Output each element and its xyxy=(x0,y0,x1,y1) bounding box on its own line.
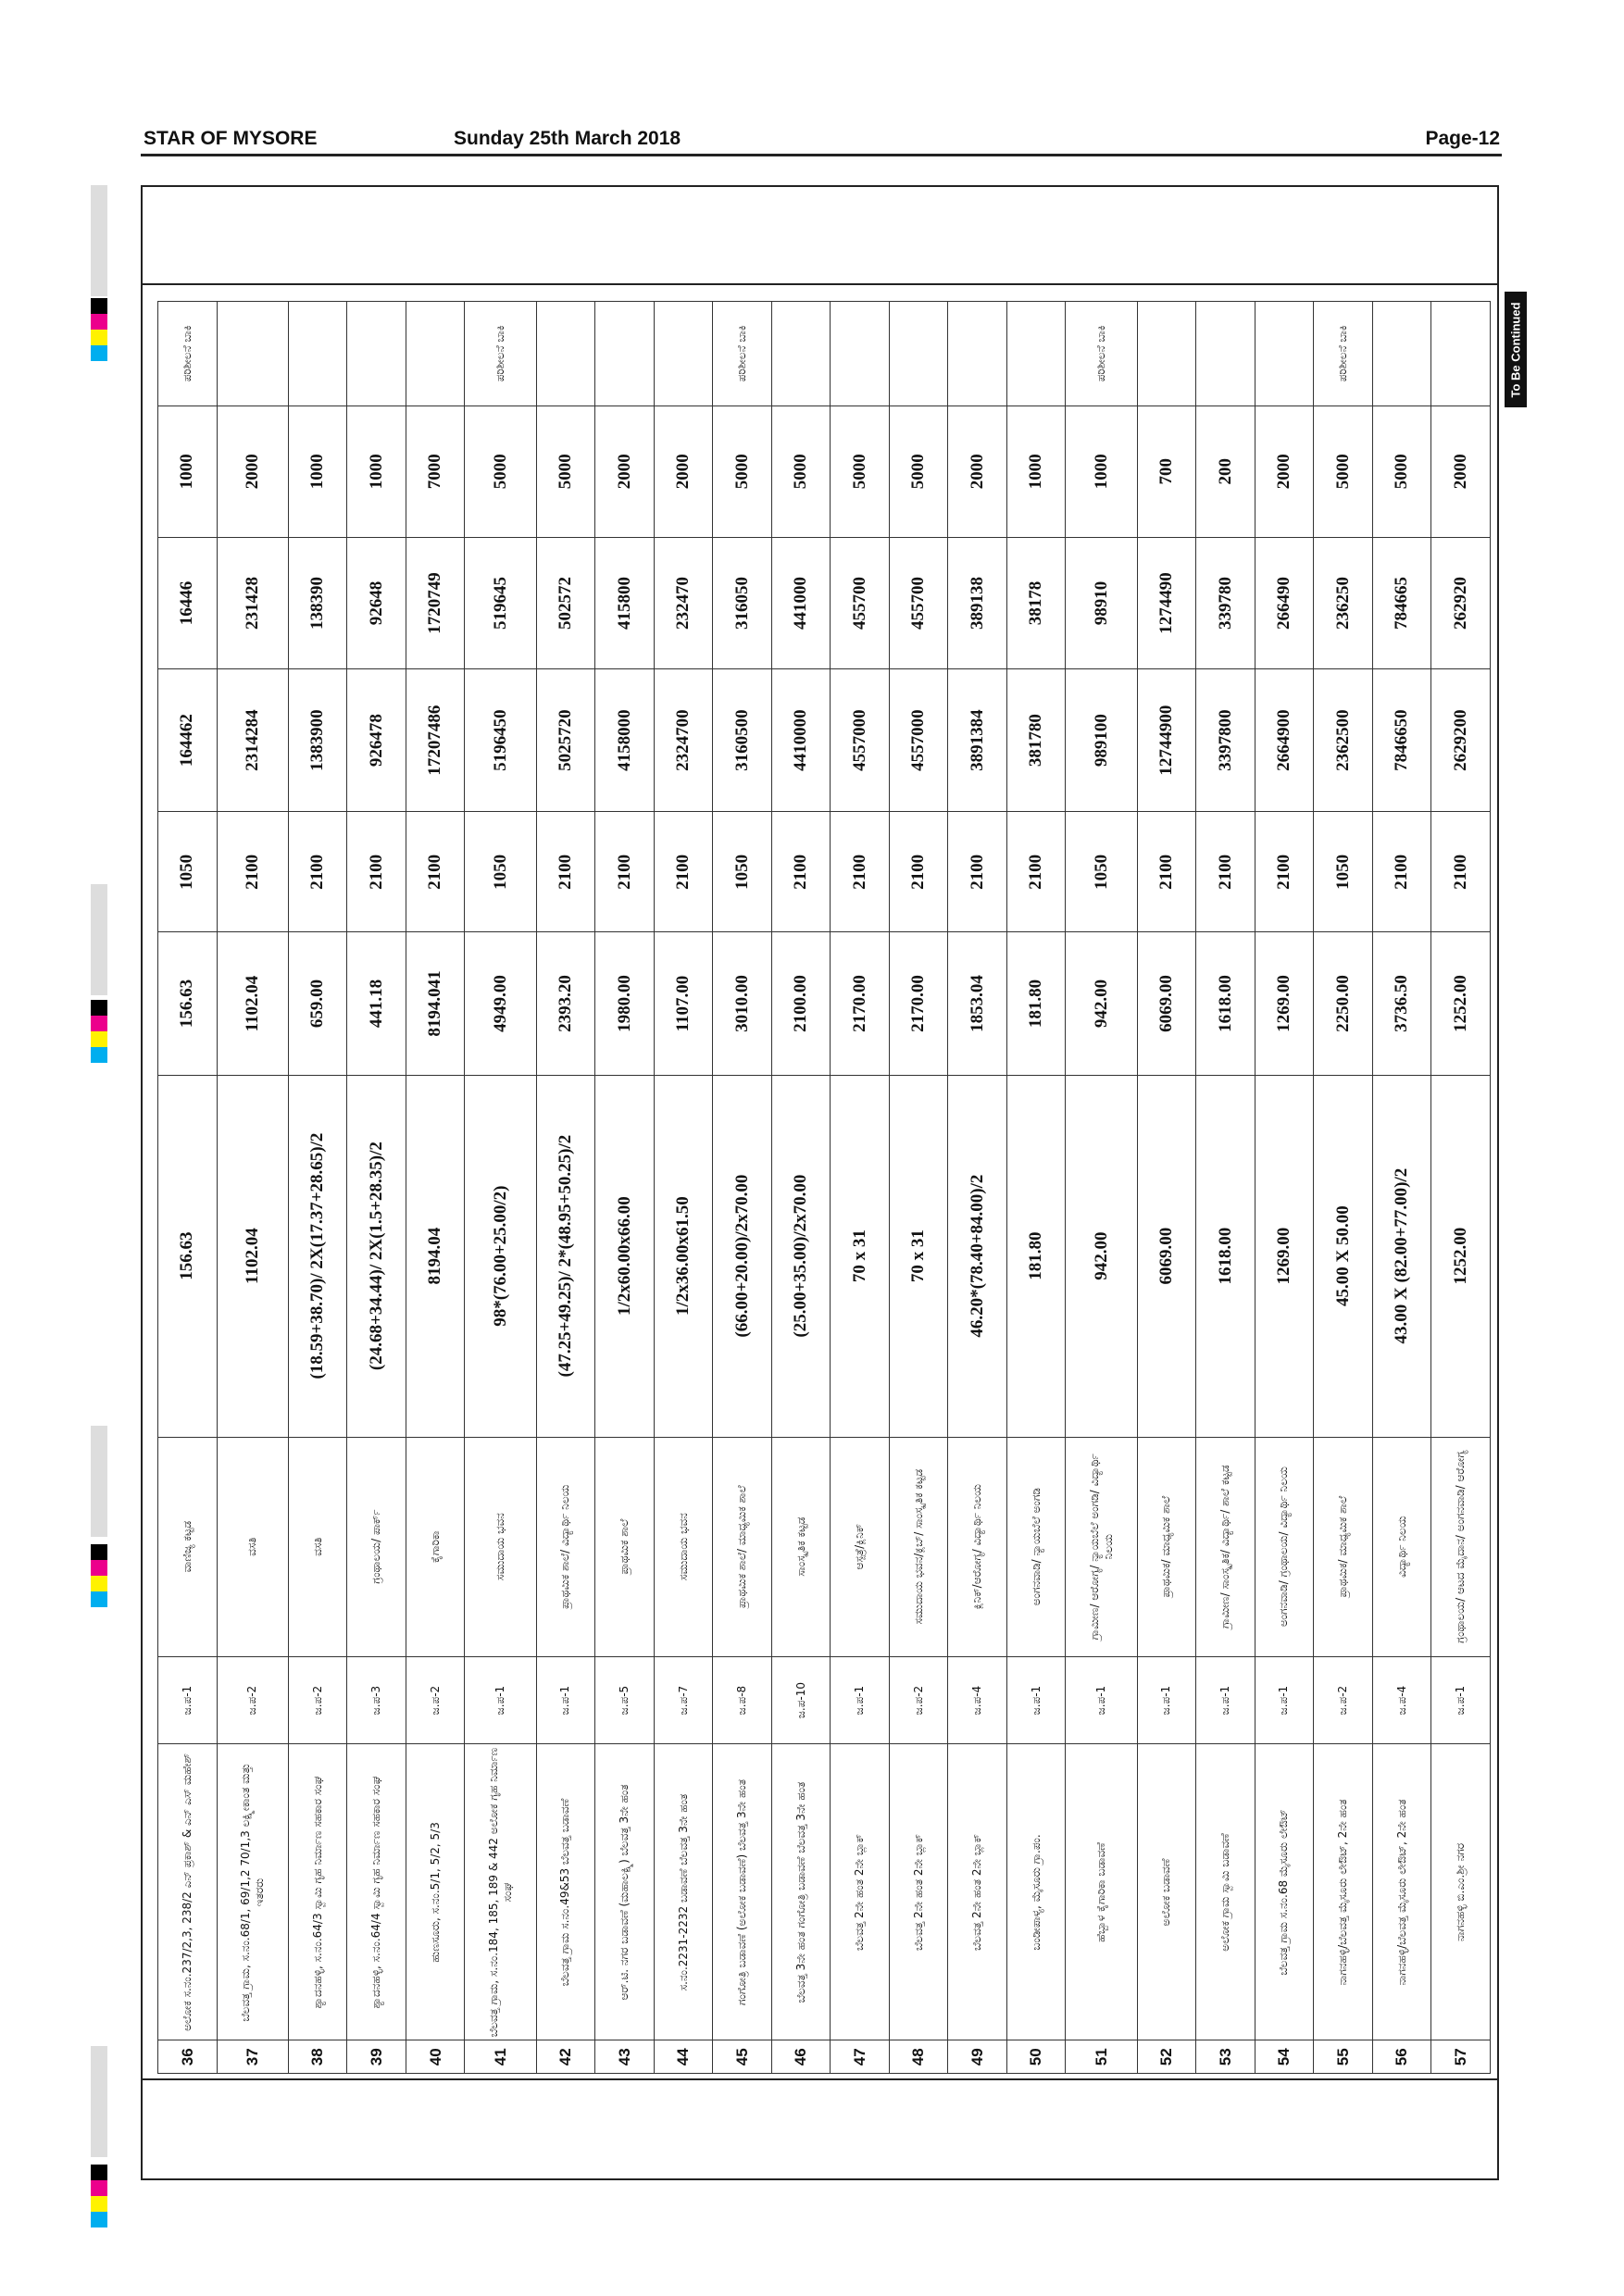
amount-cell: 2314284 xyxy=(217,669,288,812)
registration-marks xyxy=(91,1000,107,1063)
fee-cell: 455700 xyxy=(831,537,890,668)
serial-number-cell: 42 xyxy=(536,2040,595,2074)
dimension-cell: 70 x 31 xyxy=(889,1075,948,1437)
purpose-cell: ಸಮುದಾಯ ಭವನ xyxy=(654,1437,713,1656)
registration-marks xyxy=(91,2165,107,2227)
rate-cell: 2100 xyxy=(288,812,347,932)
fee-cell: 784665 xyxy=(1372,537,1431,668)
rate-cell: 2100 xyxy=(1137,812,1196,932)
area-cell: 4949.00 xyxy=(465,932,536,1075)
amount-cell: 12744900 xyxy=(1137,669,1196,812)
masthead xyxy=(144,128,1500,154)
purpose-cell: ವಸತಿ xyxy=(217,1437,288,1656)
serial-number-cell: 36 xyxy=(158,2040,218,2074)
serial-number-cell: 40 xyxy=(406,2040,465,2074)
dimension-cell: (24.68+34.44)/ 2X(1.5+28.35)/2 xyxy=(347,1075,406,1437)
fee-cell: 232470 xyxy=(654,537,713,668)
location-cell: ನಾಗನಹಳ್ಳಿ/ಬೆಲವತ್ತ ಮೈಸೂರು ಲೇಔಟ್, 2ನೇ ಹಂತ xyxy=(1372,1744,1431,2040)
purpose-cell: ಆಸ್ಪತ್ರೆ/ಕ್ಲಿನಿಕ್ xyxy=(831,1437,890,1656)
fee-cell: 1720749 xyxy=(406,537,465,668)
fee-cell: 1274490 xyxy=(1137,537,1196,668)
plot-type-cell: ಜ.ಪ-1 xyxy=(1066,1656,1137,1744)
rate-cell: 2100 xyxy=(595,812,655,932)
remark-cell xyxy=(406,302,465,406)
purpose-cell: ಸಮುದಾಯ ಭವನ xyxy=(465,1437,536,1656)
area-cell: 3736.50 xyxy=(1372,932,1431,1075)
remark-cell: ಪರಿಶೀಲನೆ ಬಾಕಿ xyxy=(158,302,218,406)
fee-cell: 441000 xyxy=(771,537,831,668)
dimension-cell: (25.00+35.00)/2x70.00 xyxy=(771,1075,831,1437)
deposit-cell: 7000 xyxy=(406,406,465,537)
rate-cell: 2100 xyxy=(536,812,595,932)
area-cell: 1980.00 xyxy=(595,932,655,1075)
dimension-cell: 70 x 31 xyxy=(831,1075,890,1437)
remark-cell xyxy=(536,302,595,406)
fee-cell: 389138 xyxy=(948,537,1007,668)
amount-cell: 2324700 xyxy=(654,669,713,812)
serial-number-cell: 43 xyxy=(595,2040,655,2074)
serial-number-cell: 47 xyxy=(831,2040,890,2074)
fee-cell: 92648 xyxy=(347,537,406,668)
remark-cell xyxy=(288,302,347,406)
plot-type-cell: ಜ.ಪ-2 xyxy=(217,1656,288,1744)
deposit-cell: 5000 xyxy=(1372,406,1431,537)
fee-cell: 415800 xyxy=(595,537,655,668)
rate-cell: 1050 xyxy=(1066,812,1137,932)
table-row xyxy=(1431,302,1491,2074)
remark-cell: ಪರಿಶೀಲನೆ ಬಾಕಿ xyxy=(1066,302,1137,406)
area-cell: 441.18 xyxy=(347,932,406,1075)
amount-cell: 164462 xyxy=(158,669,218,812)
plot-type-cell: ಜ.ಪ-1 xyxy=(465,1656,536,1744)
fee-cell: 339780 xyxy=(1196,537,1255,668)
dimension-cell: 1102.04 xyxy=(217,1075,288,1437)
serial-number-cell: 56 xyxy=(1372,2040,1431,2074)
fee-cell: 236250 xyxy=(1314,537,1373,668)
remark-cell xyxy=(1137,302,1196,406)
purpose-cell: ವಿದ್ಯಾರ್ಥಿ ನಿಲಯ xyxy=(1372,1437,1431,1656)
rate-cell: 1050 xyxy=(158,812,218,932)
dimension-cell: 45.00 X 50.00 xyxy=(1314,1075,1373,1437)
amount-cell: 7846650 xyxy=(1372,669,1431,812)
dimension-cell: (47.25+49.25)/ 2*(48.95+50.25)/2 xyxy=(536,1075,595,1437)
to-be-continued-label: To Be Continued xyxy=(1508,301,1523,398)
plot-type-cell: ಜ.ಪ-1 xyxy=(1255,1656,1314,1744)
paper-name: STAR OF MYSORE xyxy=(144,128,318,149)
amount-cell: 4557000 xyxy=(831,669,890,812)
amount-cell: 17207486 xyxy=(406,669,465,812)
area-cell: 156.63 xyxy=(158,932,218,1075)
deposit-cell: 2000 xyxy=(1431,406,1491,537)
rate-cell: 2100 xyxy=(1372,812,1431,932)
serial-number-cell: 37 xyxy=(217,2040,288,2074)
deposit-cell: 1000 xyxy=(1006,406,1066,537)
registration-marks xyxy=(91,298,107,361)
area-cell: 1107.00 xyxy=(654,932,713,1075)
area-cell: 1102.04 xyxy=(217,932,288,1075)
rate-cell: 2100 xyxy=(406,812,465,932)
table-row xyxy=(1372,302,1431,2074)
remark-cell xyxy=(948,302,1007,406)
table-row xyxy=(771,302,831,2074)
location-cell: ಬೆಲವತ್ತ 2ನೇ ಹಂತ 2ನೇ ಬ್ಲಾಕ್ xyxy=(889,1744,948,2040)
gray-bar xyxy=(91,2046,107,2157)
rate-cell: 2100 xyxy=(831,812,890,932)
location-cell: ಬೆಲವತ್ತ ಗ್ರಾಮ, ಸ.ನಂ.184, 185, 189 & 442 ಅಲೋಕ ಗೃಹ ನಿರ್ಮಾಣ ಸಂಘ xyxy=(465,1744,536,2040)
dimension-cell: 43.00 X (82.00+77.00)/2 xyxy=(1372,1075,1431,1437)
rate-cell: 2100 xyxy=(889,812,948,932)
dimension-cell: 942.00 xyxy=(1066,1075,1137,1437)
area-cell: 942.00 xyxy=(1066,932,1137,1075)
rate-cell: 2100 xyxy=(217,812,288,932)
dimension-cell: 156.63 xyxy=(158,1075,218,1437)
remark-cell: ಪರಿಶೀಲನೆ ಬಾಕಿ xyxy=(465,302,536,406)
table-row xyxy=(889,302,948,2074)
serial-number-cell: 49 xyxy=(948,2040,1007,2074)
amount-cell: 2362500 xyxy=(1314,669,1373,812)
deposit-cell: 5000 xyxy=(889,406,948,537)
purpose-cell: ಅಂಗನವಾಡಿ/ ನ್ಯಾಯಬೆಲೆ ಅಂಗಡಿ xyxy=(1006,1437,1066,1656)
serial-number-cell: 45 xyxy=(713,2040,772,2074)
registration-marks xyxy=(91,1544,107,1607)
area-cell: 2250.00 xyxy=(1314,932,1373,1075)
dimension-cell: 1/2x60.00x66.00 xyxy=(595,1075,655,1437)
table-row xyxy=(1066,302,1137,2074)
serial-number-cell: 50 xyxy=(1006,2040,1066,2074)
area-cell: 8194.041 xyxy=(406,932,465,1075)
table-row xyxy=(158,302,218,2074)
fee-cell: 455700 xyxy=(889,537,948,668)
deposit-cell: 2000 xyxy=(1255,406,1314,537)
location-cell: ಬೆಲವತ್ತ 2ನೇ ಹಂತ 2ನೇ ಬ್ಲಾಕ್ xyxy=(831,1744,890,2040)
deposit-cell: 200 xyxy=(1196,406,1255,537)
location-cell: ಅಲೋಕ ಸ.ನಂ.237/2,3, 238/2 ಎನ್ ಪ್ರಕಾಶ್ & ಎನ್ ಎಸ್ ಮಹೇಶ್ xyxy=(158,1744,218,2040)
location-cell: ಶ್ಯಾದನಹಳ್ಳಿ, ಸ.ನಂ.64/3 ಸ್ವಾಮಿ ಗೃಹ ನಿರ್ಮಾಣ ಸಹಕಾರ ಸಂಘ xyxy=(288,1744,347,2040)
deposit-cell: 1000 xyxy=(158,406,218,537)
table-row xyxy=(713,302,772,2074)
remark-cell xyxy=(771,302,831,406)
table-row xyxy=(465,302,536,2074)
plot-type-cell: ಜ.ಪ-1 xyxy=(1006,1656,1066,1744)
area-cell: 659.00 xyxy=(288,932,347,1075)
purpose-cell: ಪ್ರಾಥಮಿಕ ಶಾಲೆ/ ಮಾಧ್ಯಮಿಕ ಶಾಲೆ xyxy=(713,1437,772,1656)
remark-cell xyxy=(889,302,948,406)
dimension-cell: 46.20*(78.40+84.00)/2 xyxy=(948,1075,1007,1437)
table-row xyxy=(654,302,713,2074)
dimension-cell: (66.00+20.00)/2x70.00 xyxy=(713,1075,772,1437)
notice-table xyxy=(157,301,1491,2074)
deposit-cell: 5000 xyxy=(713,406,772,537)
serial-number-cell: 46 xyxy=(771,2040,831,2074)
rate-cell: 1050 xyxy=(713,812,772,932)
remark-cell xyxy=(654,302,713,406)
deposit-cell: 1000 xyxy=(1066,406,1137,537)
table-row xyxy=(595,302,655,2074)
serial-number-cell: 52 xyxy=(1137,2040,1196,2074)
area-cell: 1853.04 xyxy=(948,932,1007,1075)
remark-cell xyxy=(347,302,406,406)
dimension-cell: 1618.00 xyxy=(1196,1075,1255,1437)
rate-cell: 2100 xyxy=(347,812,406,932)
remark-cell: ಪರಿಶೀಲನೆ ಬಾಕಿ xyxy=(713,302,772,406)
bottom-ad-box xyxy=(141,2078,1499,2180)
rate-cell: 1050 xyxy=(465,812,536,932)
remark-cell xyxy=(595,302,655,406)
dimension-cell: 6069.00 xyxy=(1137,1075,1196,1437)
plot-type-cell: ಜ.ಪ-4 xyxy=(948,1656,1007,1744)
table-row xyxy=(1006,302,1066,2074)
plot-type-cell: ಜ.ಪ-2 xyxy=(1314,1656,1373,1744)
deposit-cell: 5000 xyxy=(465,406,536,537)
rate-cell: 2100 xyxy=(1255,812,1314,932)
table-row xyxy=(948,302,1007,2074)
plot-type-cell: ಜ.ಪ-10 xyxy=(771,1656,831,1744)
notice-table-wrapper xyxy=(157,301,1491,2074)
table-row xyxy=(288,302,347,2074)
amount-cell: 4410000 xyxy=(771,669,831,812)
location-cell: ಸ.ನಂ.2231-2232 ಬಡಾವಣೆ ಬೆಲವತ್ತ 3ನೇ ಹಂತ xyxy=(654,1744,713,2040)
purpose-cell: ಗ್ರಾಮೀಣ/ ಸಾಂಸ್ಕೃತಿಕ/ ವಿದ್ಯಾರ್ಥಿ/ ಶಾಲೆ ಕಟ್ಟಡ xyxy=(1196,1437,1255,1656)
amount-cell: 2629200 xyxy=(1431,669,1491,812)
remark-cell xyxy=(1431,302,1491,406)
gray-bar xyxy=(91,185,107,296)
table-row xyxy=(1196,302,1255,2074)
location-cell: ಹೆಬ್ಬಾಳ ಕೈಗಾರಿಕಾ ಬಡಾವಣೆ xyxy=(1066,1744,1137,2040)
purpose-cell: ಸಮುದಾಯ ಭವನ/ಕ್ಲಬ್/ ಸಾಂಸ್ಕೃತಿಕ ಕಟ್ಟಡ xyxy=(889,1437,948,1656)
fee-cell: 98910 xyxy=(1066,537,1137,668)
table-row xyxy=(217,302,288,2074)
area-cell: 2170.00 xyxy=(889,932,948,1075)
plot-type-cell: ಜ.ಪ-1 xyxy=(1137,1656,1196,1744)
fee-cell: 519645 xyxy=(465,537,536,668)
deposit-cell: 1000 xyxy=(347,406,406,537)
plot-type-cell: ಜ.ಪ-2 xyxy=(288,1656,347,1744)
dimension-cell: (18.59+38.70)/ 2X(17.37+28.65)/2 xyxy=(288,1075,347,1437)
page-number: Page-12 xyxy=(1425,128,1500,149)
table-row xyxy=(1255,302,1314,2074)
serial-number-cell: 57 xyxy=(1431,2040,1491,2074)
plot-type-cell: ಜ.ಪ-7 xyxy=(654,1656,713,1744)
serial-number-cell: 44 xyxy=(654,2040,713,2074)
location-cell: ಬೆಲವತ್ತ ಗ್ರಾಮ ಸ.ನಂ.68 ಮೈಸೂರು ಲೇಔಟ್ xyxy=(1255,1744,1314,2040)
purpose-cell: ಪ್ರಾಥಮಿಕ ಶಾಲೆ xyxy=(595,1437,655,1656)
deposit-cell: 2000 xyxy=(217,406,288,537)
deposit-cell: 2000 xyxy=(948,406,1007,537)
amount-cell: 381780 xyxy=(1006,669,1066,812)
deposit-cell: 5000 xyxy=(831,406,890,537)
deposit-cell: 5000 xyxy=(771,406,831,537)
amount-cell: 926478 xyxy=(347,669,406,812)
fee-cell: 138390 xyxy=(288,537,347,668)
rate-cell: 1050 xyxy=(1314,812,1373,932)
remark-cell: ಪರಿಶೀಲನೆ ಬಾಕಿ xyxy=(1314,302,1373,406)
location-cell: ಶ್ಯಾದನಹಳ್ಳಿ, ಸ.ನಂ.64/4 ಸ್ವಾಮಿ ಗೃಹ ನಿರ್ಮಾಣ ಸಹಕಾರ ಸಂಘ xyxy=(347,1744,406,2040)
plot-type-cell: ಜ.ಪ-8 xyxy=(713,1656,772,1744)
location-cell: ನಾಗನಹಳ್ಳಿ/ಬೆಲವತ್ತ ಮೈಸೂರು ಲೇಔಟ್, 2ನೇ ಹಂತ xyxy=(1314,1744,1373,2040)
plot-type-cell: ಜ.ಪ-1 xyxy=(1431,1656,1491,1744)
purpose-cell: ಪ್ರಾಥಮಿಕ/ ಮಾಧ್ಯಮಿಕ ಶಾಲೆ xyxy=(1314,1437,1373,1656)
purpose-cell: ಗ್ರಂಥಾಲಯ/ ಆಟದ ಮೈದಾನ/ ಅಂಗನವಾಡಿ/ ಆರೋಗ್ಯ xyxy=(1431,1437,1491,1656)
location-cell: ಹುಣಸೂರು, ಸ.ನಂ.5/1, 5/2, 5/3 xyxy=(406,1744,465,2040)
fee-cell: 16446 xyxy=(158,537,218,668)
amount-cell: 1383900 xyxy=(288,669,347,812)
area-cell: 2393.20 xyxy=(536,932,595,1075)
serial-number-cell: 54 xyxy=(1255,2040,1314,2074)
fee-cell: 316050 xyxy=(713,537,772,668)
dimension-cell: 8194.04 xyxy=(406,1075,465,1437)
plot-type-cell: ಜ.ಪ-1 xyxy=(831,1656,890,1744)
area-cell: 2100.00 xyxy=(771,932,831,1075)
serial-number-cell: 38 xyxy=(288,2040,347,2074)
deposit-cell: 2000 xyxy=(654,406,713,537)
table-row xyxy=(347,302,406,2074)
notice-table-body xyxy=(158,302,1491,2074)
location-cell: ಅಲೋಕ ಬಡಾವಣೆ xyxy=(1137,1744,1196,2040)
plot-type-cell: ಜ.ಪ-1 xyxy=(1196,1656,1255,1744)
table-row xyxy=(1137,302,1196,2074)
purpose-cell: ಪ್ರಾಥಮಿಕ ಶಾಲೆ/ ವಿದ್ಯಾರ್ಥಿ ನಿಲಯ xyxy=(536,1437,595,1656)
location-cell: ಆರ್.ಟಿ. ನಗರ ಬಡಾವಣೆ (ಮಹಾಲಕ್ಷ್ಮಿ) ಬೆಲವತ್ತ 3ನೇ ಹಂತ xyxy=(595,1744,655,2040)
serial-number-cell: 55 xyxy=(1314,2040,1373,2074)
plot-type-cell: ಜ.ಪ-4 xyxy=(1372,1656,1431,1744)
serial-number-cell: 41 xyxy=(465,2040,536,2074)
fee-cell: 38178 xyxy=(1006,537,1066,668)
purpose-cell: ಗ್ರಾಮೀಣ/ ಆರೋಗ್ಯ/ ನ್ಯಾಯಬೆಲೆ ಅಂಗಡಿ/ ವಿದ್ಯಾರ್ಥಿ ನಿಲಯ xyxy=(1066,1437,1137,1656)
location-cell: ಬೆಲವತ್ತ ಗ್ರಾಮ, ಸ.ನಂ.68/1, 69/1,2 70/1,3 ಲಕ್ಷ್ಮೀಕಾಂತ ಮತ್ತು ಇತರರು xyxy=(217,1744,288,2040)
dimension-cell: 1/2x36.00x61.50 xyxy=(654,1075,713,1437)
rate-cell: 2100 xyxy=(1431,812,1491,932)
amount-cell: 989100 xyxy=(1066,669,1137,812)
plot-type-cell: ಜ.ಪ-2 xyxy=(889,1656,948,1744)
dimension-cell: 1269.00 xyxy=(1255,1075,1314,1437)
plot-type-cell: ಜ.ಪ-1 xyxy=(158,1656,218,1744)
purpose-cell: ಅಂಗನವಾಡಿ/ ಗ್ರಂಥಾಲಯ/ ವಿದ್ಯಾರ್ಥಿ ನಿಲಯ xyxy=(1255,1437,1314,1656)
fee-cell: 502572 xyxy=(536,537,595,668)
table-row xyxy=(831,302,890,2074)
amount-cell: 2664900 xyxy=(1255,669,1314,812)
deposit-cell: 1000 xyxy=(288,406,347,537)
location-cell: ಬೆಲವತ್ತ ಗ್ರಾಮ ಸ.ನಂ.49&53 ಬೆಲವತ್ತ ಬಡಾವಣೆ xyxy=(536,1744,595,2040)
gray-bar xyxy=(91,1426,107,1537)
remark-cell xyxy=(1196,302,1255,406)
notice-table-rotated xyxy=(157,301,1491,2074)
purpose-cell: ಸಾಂಸ್ಕೃತಿಕ ಕಟ್ಟಡ xyxy=(771,1437,831,1656)
table-row xyxy=(536,302,595,2074)
location-cell: ನಾಗನಹಳ್ಳಿ ಬಿ.ಎಂ.ಶ್ರೀ ನಗರ xyxy=(1431,1744,1491,2040)
location-cell: ಅಲೋಕ ಗ್ರಾಮ ಸ್ವಾಮಿ ಬಡಾವಣೆ xyxy=(1196,1744,1255,2040)
area-cell: 1252.00 xyxy=(1431,932,1491,1075)
remark-cell xyxy=(217,302,288,406)
deposit-cell: 2000 xyxy=(595,406,655,537)
gray-bar xyxy=(91,884,107,995)
to-be-continued-tab xyxy=(1505,292,1527,407)
plot-type-cell: ಜ.ಪ-5 xyxy=(595,1656,655,1744)
deposit-cell: 5000 xyxy=(1314,406,1373,537)
area-cell: 2170.00 xyxy=(831,932,890,1075)
amount-cell: 4557000 xyxy=(889,669,948,812)
dimension-cell: 98*(76.00+25.00/2) xyxy=(465,1075,536,1437)
purpose-cell: ವಾಣಿಜ್ಯ ಕಟ್ಟಡ xyxy=(158,1437,218,1656)
amount-cell: 5025720 xyxy=(536,669,595,812)
amount-cell: 3891384 xyxy=(948,669,1007,812)
dimension-cell: 181.80 xyxy=(1006,1075,1066,1437)
serial-number-cell: 53 xyxy=(1196,2040,1255,2074)
plot-type-cell: ಜ.ಪ-1 xyxy=(536,1656,595,1744)
remark-cell xyxy=(831,302,890,406)
rate-cell: 2100 xyxy=(654,812,713,932)
serial-number-cell: 48 xyxy=(889,2040,948,2074)
top-ad-box xyxy=(141,185,1499,285)
remark-cell xyxy=(1255,302,1314,406)
purpose-cell: ವಸತಿ xyxy=(288,1437,347,1656)
area-cell: 1269.00 xyxy=(1255,932,1314,1075)
table-row xyxy=(406,302,465,2074)
purpose-cell: ಪ್ರಾಥಮಿಕ/ ಮಾಧ್ಯಮಿಕ ಶಾಲೆ xyxy=(1137,1437,1196,1656)
rate-cell: 2100 xyxy=(1006,812,1066,932)
deposit-cell: 700 xyxy=(1137,406,1196,537)
remark-cell xyxy=(1372,302,1431,406)
location-cell: ಬೆಲವತ್ತ 3ನೇ ಹಂತ ಗಂಗೋತ್ರಿ ಬಡಾವಣೆ ಬೆಲವತ್ತ 3ನೇ ಹಂತ xyxy=(771,1744,831,2040)
header-rule xyxy=(141,154,1502,156)
rate-cell: 2100 xyxy=(1196,812,1255,932)
table-row xyxy=(1314,302,1373,2074)
plot-type-cell: ಜ.ಪ-2 xyxy=(406,1656,465,1744)
dimension-cell: 1252.00 xyxy=(1431,1075,1491,1437)
area-cell: 3010.00 xyxy=(713,932,772,1075)
location-cell: ಗಂಗೋತ್ರಿ ಬಡಾವಣೆ (ಅಲೋಕ ಬಡಾವಣೆ) ಬೆಲವತ್ತ 3ನೇ ಹಂತ xyxy=(713,1744,772,2040)
location-cell: ಬೆಲವತ್ತ 2ನೇ ಹಂತ 2ನೇ ಬ್ಲಾಕ್ xyxy=(948,1744,1007,2040)
area-cell: 6069.00 xyxy=(1137,932,1196,1075)
purpose-cell: ಕೈಗಾರಿಕಾ xyxy=(406,1437,465,1656)
plot-type-cell: ಜ.ಪ-3 xyxy=(347,1656,406,1744)
area-cell: 1618.00 xyxy=(1196,932,1255,1075)
rate-cell: 2100 xyxy=(771,812,831,932)
deposit-cell: 5000 xyxy=(536,406,595,537)
serial-number-cell: 51 xyxy=(1066,2040,1137,2074)
rate-cell: 2100 xyxy=(948,812,1007,932)
area-cell: 181.80 xyxy=(1006,932,1066,1075)
fee-cell: 262920 xyxy=(1431,537,1491,668)
purpose-cell: ಗ್ರಂಥಾಲಯ/ ಪಾರ್ಕ್ xyxy=(347,1437,406,1656)
fee-cell: 231428 xyxy=(217,537,288,668)
amount-cell: 3160500 xyxy=(713,669,772,812)
purpose-cell: ಕ್ಲಿನಿಕ್/ಆರೋಗ್ಯ/ ವಿದ್ಯಾರ್ಥಿ ನಿಲಯ xyxy=(948,1437,1007,1656)
amount-cell: 3397800 xyxy=(1196,669,1255,812)
location-cell: ಬಂಡೀಪಾಳ್ಯ, ಮೈಸೂರು ಗ್ರಾ.ಪಂ. xyxy=(1006,1744,1066,2040)
serial-number-cell: 39 xyxy=(347,2040,406,2074)
remark-cell xyxy=(1006,302,1066,406)
fee-cell: 266490 xyxy=(1255,537,1314,668)
amount-cell: 5196450 xyxy=(465,669,536,812)
amount-cell: 4158000 xyxy=(595,669,655,812)
issue-date: Sunday 25th March 2018 xyxy=(454,128,681,149)
